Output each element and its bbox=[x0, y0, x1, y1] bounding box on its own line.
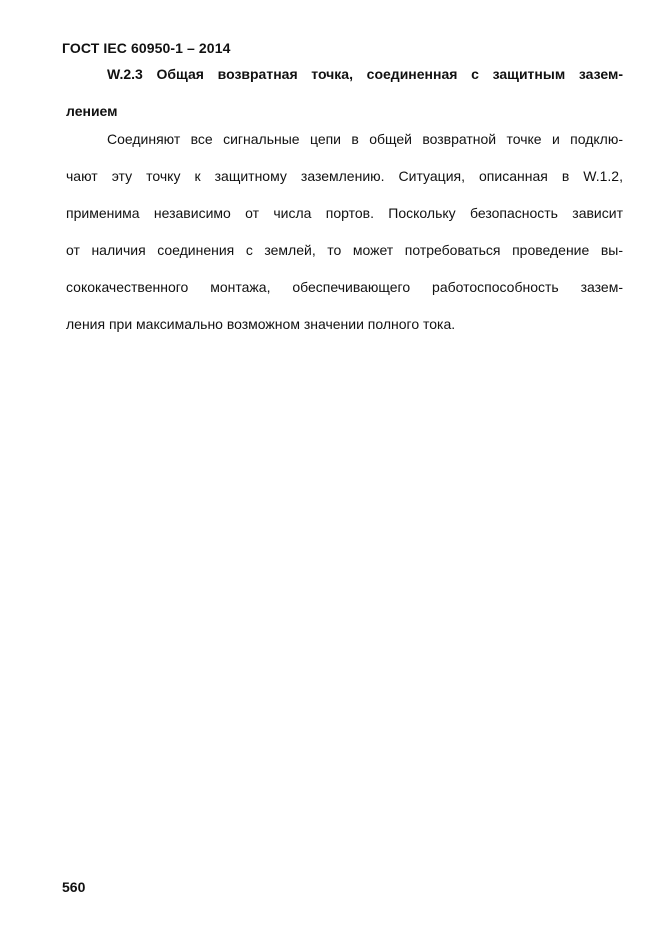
section-heading-line: W.2.3 Общая возвратная точка, соединенная с защитным зазем- bbox=[107, 66, 623, 82]
paragraph-line: сококачественного монтажа, обеспечивающего работоспособность зазем- bbox=[66, 279, 623, 295]
paragraph-line: ления при максимально возможном значении полного тока. bbox=[66, 316, 456, 332]
paragraph-line: от наличия соединения с землей, то может потребоваться проведение вы- bbox=[66, 242, 623, 258]
section-heading bbox=[66, 56, 623, 130]
document-header: ГОСТ IEC 60950-1 – 2014 bbox=[62, 40, 231, 56]
body-paragraph bbox=[66, 121, 623, 343]
paragraph-line: применима независимо от числа портов. Поскольку безопасность зависит bbox=[66, 205, 623, 221]
page-number: 560 bbox=[62, 879, 86, 895]
paragraph-line: чают эту точку к защитному заземлению. Ситуация, описанная в W.1.2, bbox=[66, 168, 623, 184]
paragraph-line: Соединяют все сигнальные цепи в общей возвратной точке и подклю- bbox=[107, 131, 623, 147]
section-heading-line: лением bbox=[66, 103, 118, 119]
